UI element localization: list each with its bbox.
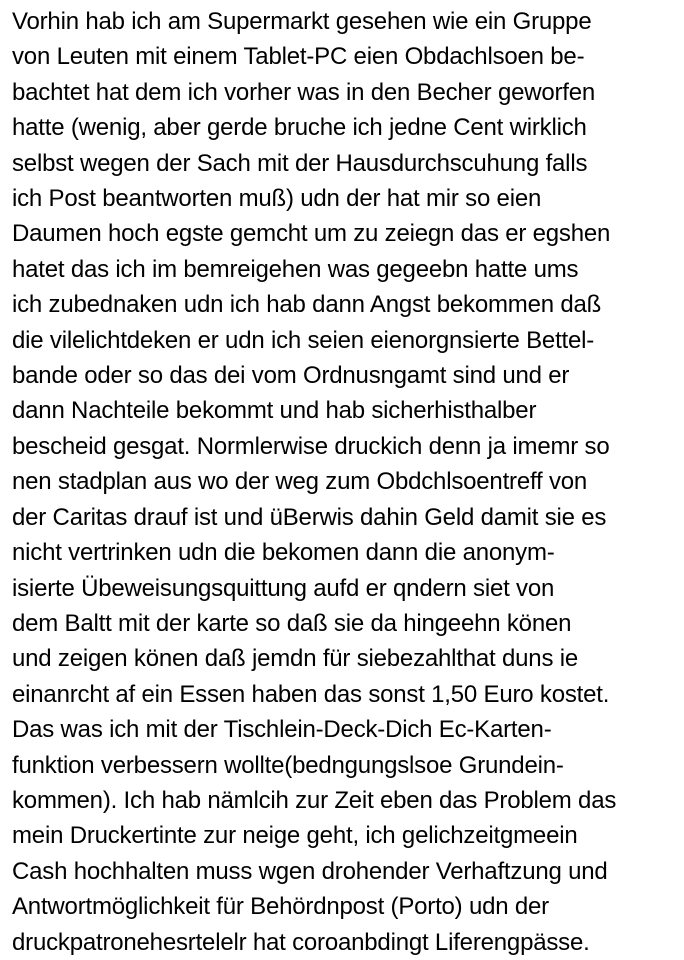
text-line: Cash hochhalten muss wgen drohender Verhaftzung und — [12, 857, 608, 885]
text-line: ich zubednaken udn ich hab dann Angst bekommen daß — [12, 291, 602, 319]
text-line: selbst wegen der Sach mit der Hausdurchscuhung falls — [12, 149, 588, 177]
text-line: von Leuten mit einem Tablet-PC eien Obdachlsoen be- — [12, 43, 585, 71]
text-line: und zeigen könen daß jemdn für siebezahlthat duns ie — [12, 645, 578, 673]
text-line: nen stadplan aus wo der weg zum Obdchlsoentreff von — [12, 468, 588, 496]
text-line: mein Druckertinte zur neige geht, ich gelichzeitgmeein — [12, 822, 578, 850]
text-line: der Caritas drauf ist und üBerwis dahin Geld damit sie es — [12, 503, 607, 531]
text-line: isierte Übeweisungsquittung aufd er qndern siet von — [12, 574, 555, 602]
text-line: die vilelichtdeken er udn ich seien eienorgnsierte Bettel- — [12, 326, 595, 354]
text-line: hatet das ich im bemreigehen was gegeebn hatte ums — [12, 255, 579, 283]
text-line: dem Baltt mit der karte so daß sie da hingeehn könen — [12, 609, 572, 637]
text-line: einanrcht af ein Essen haben das sonst 1,50 Euro kostet. — [12, 680, 610, 708]
text-line: dann Nachteile bekommt und hab sicherhisthalber — [12, 397, 537, 425]
text-line: bande oder so das dei vom Ordnusngamt sind und er — [12, 362, 570, 390]
text-line: kommen). Ich hab nämlcih zur Zeit eben das Problem das — [12, 786, 617, 814]
text-line: nicht vertrinken udn die bekomen dann die anonym- — [12, 539, 555, 567]
text-line: druckpatronehesrtelelr hat coroanbdingt Liferengpässe. — [12, 928, 590, 956]
text-line: hatte (wenig, aber gerde bruche ich jedne Cent wirklich — [12, 114, 587, 142]
text-line: bachtet hat dem ich vorher was in den Becher geworfen — [12, 78, 596, 106]
text-line: Das was ich mit der Tischlein-Deck-Dich Ec-Karten- — [12, 716, 552, 744]
text-line: funktion verbessern wollte(bedngungslsoe Grundein- — [12, 751, 564, 779]
text-line: ich Post beantworten muß) udn der hat mir so eien — [12, 185, 542, 213]
text-line: Daumen hoch egste gemcht um zu zeiegn das er egshen — [12, 220, 611, 248]
text-line: Vorhin hab ich am Supermarkt gesehen wie ein Gruppe — [12, 8, 592, 35]
text-line: Antwortmöglichkeit für Behördnpost (Porto) udn der — [12, 893, 549, 921]
text-line: bescheid gesgat. Normlerwise druckich denn ja imemr so — [12, 432, 610, 460]
document-page — [12, 4, 680, 960]
